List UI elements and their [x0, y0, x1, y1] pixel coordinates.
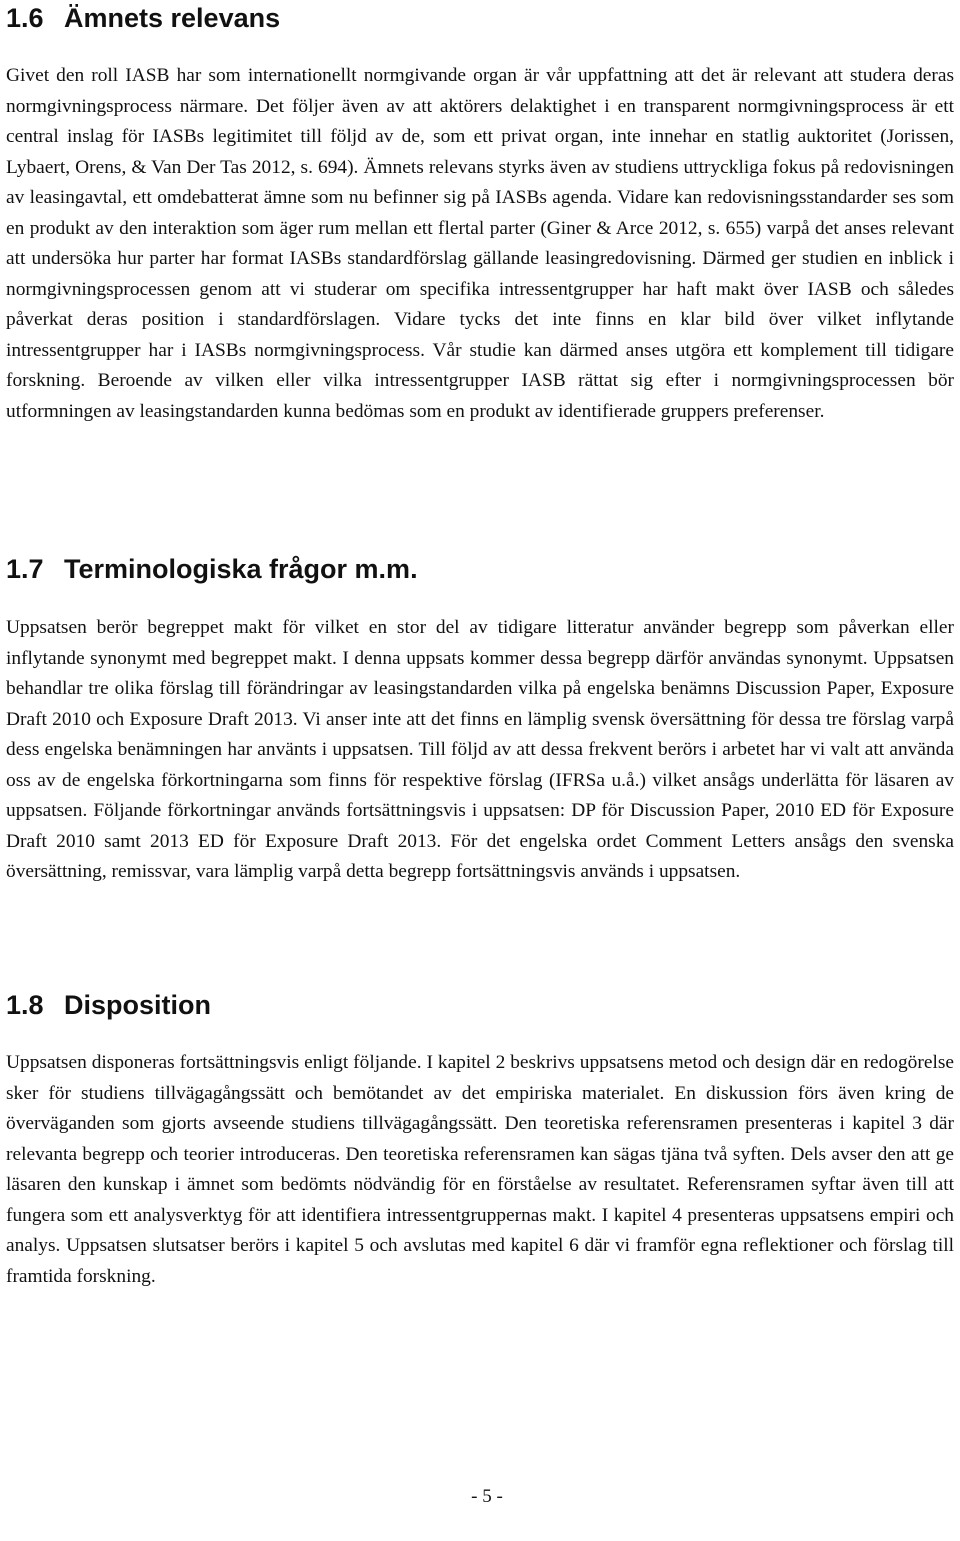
section-number: 1.6 [6, 3, 44, 33]
section-paragraph-1-6: Givet den roll IASB har som internationellt normgivande organ är vår uppfattning att det är relevant att studera deras normgivningsprocess närmare. Det följer även av att aktörers delaktighet i en transparent normgivningsprocess är ett central inslag för IASBs legitimitet till följd av de, som ett privat organ, inte innehar en statlig auktoritet (Jorissen, Lybaert, Orens, & Van Der Tas 2012, s. 694). Ämnets relevans styrks även av studiens uttryckliga fokus på redovisningen av leasingavtal, ett omdebatterat ämne som nu befinner sig på IASBs agenda. Vidare kan redovisningsstandarder ses som en produkt av den interaktion som äger rum mellan ett flertal parter (Giner & Arce 2012, s. 655) varpå det anses relevant att undersöka hur parter har format IASBs standardförslag gällande leasingredovisning. Därmed ger studien en inblick i normgivningsprocessen genom att vi studerar om specifika intressentgrupper har haft makt över IASB och således påverkat deras position i standardförslagen. Vidare tycks det inte finns en klar bild över vilket inflytande intressentgrupper har i IASBs normgivningsprocess. Vår studie kan därmed anses utgöra ett komplement till tidigare forskning. Beroende av vilken eller vilka intressentgrupper IASB rättat sig efter i normgivningsprocessen bör utformningen av leasingstandarden kunna bedömas som en produkt av identifierade gruppers preferenser. [6, 65, 954, 422]
page-footer [0, 1486, 960, 1508]
section-title: Disposition [64, 990, 211, 1020]
section-title: Terminologiska frågor m.m. [64, 554, 418, 584]
page-number: - 5 - [471, 1486, 503, 1507]
section-paragraph-1-8: Uppsatsen disponeras fortsättningsvis enligt följande. I kapitel 2 beskrivs uppsatsens metod och design där en redogörelse sker för studiens tillvägagångssätt och bemötandet av det empiriska materialet. En diskussion förs även kring de överväganden som gjorts avseende studiens tillvägagångssätt. Den teoretiska referensramen presenteras i kapitel 3 där relevanta begrepp och teorier introduceras. Den teoretiska referensramen kan sägas tjäna två syften. Dels avser den att ge läsaren den kunskap i ämnet som bedömts nödvändig för en förståelse av resultatet. Referensramen syftar även till att fungera som ett analysverktyg för att identifiera intressentgruppernas makt. I kapitel 4 presenteras uppsatsens empiri och analys. Uppsatsen slutsatser berörs i kapitel 5 och avslutas med kapitel 6 där vi framför egna reflektioner och förslag till framtida forskning. [6, 1052, 954, 1287]
section-title: Ämnets relevans [64, 3, 281, 33]
section-heading-1-7 [6, 552, 418, 586]
section-heading-1-8 [6, 988, 211, 1022]
section-number: 1.8 [6, 990, 44, 1020]
section-heading-1-6 [6, 1, 280, 35]
section-paragraph-1-7: Uppsatsen berör begreppet makt för vilket en stor del av tidigare litteratur använder begrepp som påverkan eller inflytande synonymt med begreppet makt. I denna uppsats kommer dessa begrepp därför användas synonymt. Uppsatsen behandlar tre olika förslag till förändringar av leasingstandarden vilka på engelska benämns Discussion Paper, Exposure Draft 2010 och Exposure Draft 2013. Vi anser inte att det finns en lämplig svensk översättning för dessa tre förslag varpå dess engelska benämningen har använts i uppsatsen. Till följd av att dessa frekvent berörs i arbetet har vi valt att använda oss av de engelska förkortningarna som finns för respektive förslag (IFRSa u.å.) vilket ansågs underlätta för läsaren av uppsatsen. Följande förkortningar används fortsättningsvis i uppsatsen: DP för Discussion Paper, 2010 ED för Exposure Draft 2010 samt 2013 ED för Exposure Draft 2013. För det engelska ordet Comment Letters ansågs den svenska översättning, remissvar, vara lämplig varpå detta begrepp fortsättningsvis används i uppsatsen. [6, 617, 954, 882]
section-number: 1.7 [6, 554, 44, 584]
